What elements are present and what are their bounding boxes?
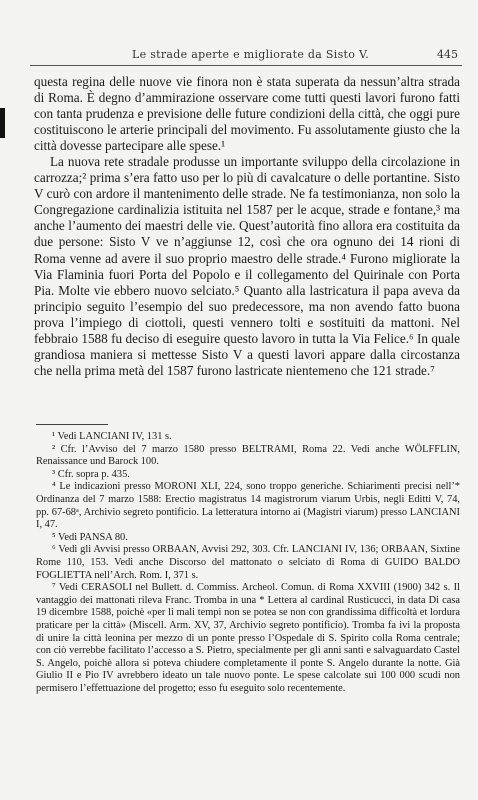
footnote-4: ⁴ Le indicazioni presso MORONI XLI, 224, sono troppo generiche. Schiarimenti precisi nell’* Ordinanza del 7 marzo 1588: Erectio magistratus 14 magistrorum viarum Urbis, negli Editti V, 74, pp. 67-68ᵃ, Archivio segreto pontificio. La letteratura intorno ai (Magistri viarum) presso LANCIANI I, 47. bbox=[36, 481, 460, 531]
main-text bbox=[34, 74, 460, 379]
footnotes bbox=[36, 431, 460, 695]
running-header bbox=[30, 44, 462, 66]
scan-edge-mark bbox=[0, 108, 5, 138]
footnote-separator bbox=[36, 424, 108, 425]
header-rule bbox=[30, 65, 462, 66]
footnote-1: ¹ Vedi LANCIANI IV, 131 s. bbox=[52, 431, 172, 442]
footnote-5: ⁵ Vedi PANSA 80. bbox=[52, 531, 128, 543]
footnote-7: ⁷ Vedi CERASOLI nel Bullett. d. Commiss. Archeol. Comun. di Roma XXVIII (1900) 342 s. Il vantaggio dei mattonati rileva Franc. Tromba in una * Lettera al cardinal Rusticucci, in data Di casa 19 dicembre 1588, poichè «per li mali tempi non se potea se non con grandissima difficoltà et lordura praticare per la città» (Miscell. Arm. XV, 37, Archivio segreto pontificio). Tromba fa ivi la proposta di unire la città leonina per mezzo di un ponte presso l’Ospedale di S. Spirito colla Roma centrale; con ciò verrebbe facilitato l’accesso a S. Pietro, specialmente per gli anni santi e salvaguardato Castel S. Angelo, poichè allora si poteva chiudere completamente il ponte S. Angelo durante la notte. Già Giulio II e Pio IV avrebbero ideato un tale nuovo ponte. Le spese calcolate sui 100 000 scudi non permisero l’effettuazione del progetto; esso fu eseguito solo recentemente. bbox=[36, 582, 460, 694]
footnote-3: ³ Cfr. sopra p. 435. bbox=[52, 468, 130, 480]
paragraph-1: questa regina delle nuove vie finora non è stata superata da nessun’altra strada di Roma. È degno d’ammirazione osservare come tutti questi lavori furono fatti con tanta prudenza e previsione delle future condizioni della città, che oggi pure costituiscono le arterie principali del movimento. Fu assolutamente giusto che la città dovesse partecipare alle spese.¹ bbox=[34, 74, 460, 154]
footnote-6: ⁶ Vedi gli Avvisi presso ORBAAN, Avvisi 292, 303. Cfr. LANCIANI IV, 136; ORBAAN, Sixtine Rome 110, 153. Vedi anche Discorso del mattonato o selciato di Roma di GUIDO BALDO FOGLIETTA nell’Arch. Rom. I, 371 s. bbox=[36, 544, 460, 581]
running-title: Le strade aperte e migliorate da Sisto V. bbox=[132, 48, 370, 61]
footnote-2: ² Cfr. l’Avviso del 7 marzo 1580 presso BELTRAMI, Roma 22. Vedi anche WÖLFFLIN, Renaissance und Barock 100. bbox=[36, 443, 460, 468]
paragraph-2: La nuova rete stradale produsse un importante sviluppo della circolazione in carrozza;² prima s’era fatto uso per lo più di cavalcature o delle portantine. Sisto V curò con ardore il mantenimento delle strade. Ne fa testimonianza, non solo la Congregazione cardinalizia istituita nel 1587 per le acque, strade e fontane,³ ma anche l’aumento dei maestri delle vie. Quest’autorità fino allora era costituita da due persone: Sisto V ve n’aggiunse 12, così che ora ognuno dei 14 rioni di Roma venne ad avere il suo proprio maestro delle strade.⁴ Furono migliorate la Via Flaminia fuori Porta del Popolo e il collegamento del Quirinale con Porta Pia. Molte vie ebbero nuovo selciato.⁵ Quanto alla lastricatura il papa aveva da principio seguito l’esempio del suo predecessore, ma non avendo fatto buona prova l’impiego di ciottoli, questi vennero tolti e sostituiti da mattoni. Nel febbraio 1588 fu deciso di eseguire questo lavoro in tutta la Via Felice.⁶ In quale grandiosa maniera si mettesse Sisto V a questi lavori appare dalla circostanza che nella prima metà del 1587 furono lastricate nientemeno che 121 strade.⁷ bbox=[34, 154, 460, 378]
page-number: 445 bbox=[437, 48, 458, 61]
